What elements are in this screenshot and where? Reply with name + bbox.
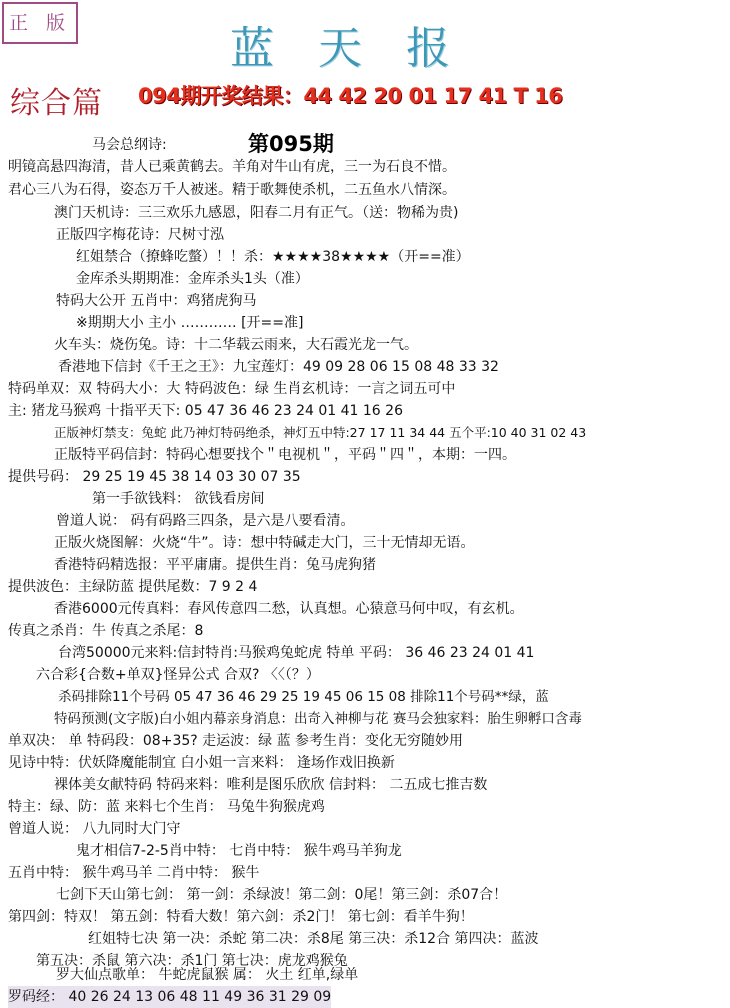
issue-number: 第095期 (248, 132, 334, 156)
text-line: 传真之杀肖：牛 传真之杀尾：8 (8, 623, 204, 639)
text-line: 第五决：杀鼠 第六决：杀1门 第七决：虎龙鸡猴兔 (36, 953, 348, 969)
text-line: 提供号码： 29 25 19 45 38 14 03 30 07 35 (8, 469, 301, 485)
text-line: 六合彩{合数+单双}怪异公式 合双? 〈〈（？） (36, 667, 320, 683)
text-line: ※期期大小 主小 ………… [开==准] (76, 315, 304, 331)
text-line: 曾道人说： 八九同时大门守 (8, 821, 181, 837)
text-line: 特码单双：双 特码大小：大 特码波色：绿 生肖玄机诗：一言之词五可中 (8, 381, 456, 397)
text-line: 七剑下天山第七剑： 第一剑：杀绿波！第二剑：0尾！第三剑：杀07合！ (56, 887, 508, 903)
text-line: 红姐特七决 第一决：杀蛇 第二决：杀8尾 第三决：杀12合 第四决：蓝波 (88, 931, 539, 947)
text-line: 正版四字梅花诗：尺树寸泓 (56, 227, 224, 243)
text-line: 罗大仙点歌单： 牛蛇虎鼠猴 属： 火土 红单,绿单 (56, 967, 359, 983)
text-line: 香港6000元传真料：春风传意四二愁，认真想。心猿意马何中叹，有玄机。 (54, 601, 524, 617)
text-line: 特码预测(文字版)白小姐内幕亲身消息：出奇入神柳与花 赛马会独家料：胎生卵孵口含毒 (54, 711, 582, 727)
text-line: 五肖中特： 猴牛鸡马羊 二肖中特： 猴牛 (8, 865, 260, 881)
text-line: 正版特平码信封：特码心想要找个＂电视机＂，平码＂四＂，本期：一四。 (54, 447, 516, 463)
text-line: 台湾50000元来料:信封特肖:马猴鸡兔蛇虎 特单 平码： 36 46 23 24 01 41 (58, 645, 535, 661)
text-line: 见诗中特：伏妖降魔能制宜 白小姐一言来料： 逢场作戏旧换新 (8, 755, 395, 771)
text-line: 澳门天机诗：三三欢乐九感恩，阳春二月有正气。（送：物稀为贵) (54, 205, 459, 221)
text-line: 提供波色：主绿防蓝 提供尾数：7 9 2 4 (8, 579, 258, 595)
text-line: 金库杀头期期准：金库杀头1头（准） (76, 271, 309, 287)
text-line: 马会总纲诗: (92, 137, 167, 153)
text-line: 裸体美女献特码 特码来料：唯利是图乐欣欣 信封料： 二五成七推吉数 (54, 777, 488, 793)
text-line: 特码大公开 五肖中：鸡猪虎狗马 (56, 293, 257, 309)
text-line: 第一手欲钱料： 欲钱看房间 (92, 491, 265, 507)
text-line: 第四剑：特双！ 第五剑：特看大数！第六剑：杀2门！ 第七剑：看羊牛狗！ (8, 909, 474, 925)
text-line: 正版火烧图解：火烧“牛”。诗：想中特碱走大门，三十无情却无语。 (54, 535, 475, 551)
text-line: 君心三八为石得，姿态万千人被迷。精于歌舞使杀机，二五鱼水八情深。 (8, 182, 456, 198)
text-line: 罗码经： 40 26 24 13 06 48 11 49 36 31 29 09 (8, 986, 331, 1008)
text-line: 香港特码精选报：平平庸庸。提供生肖：兔马虎狗猪 (54, 557, 376, 573)
genuine-edition-stamp: 正 版 (2, 2, 78, 44)
section-label: 综合篇 (10, 86, 103, 121)
previous-draw-result: 094期开奖结果：44 42 20 01 17 41 T 16 (138, 84, 563, 108)
text-line: 特主：绿、防：蓝 来料七个生肖： 马兔牛狗猴虎鸡 (8, 799, 325, 815)
text-line: 单双决： 单 特码段：08+35? 走运波：绿 蓝 参考生肖：变化无穷随妙用 (8, 733, 464, 749)
text-line: 杀码排除11个号码 05 47 36 46 29 25 19 45 06 15 08 排除11个号码**绿，蓝 (58, 689, 549, 705)
text-line: 红姐禁合（撩蜂吃螫）！！杀：★★★★38★★★★（开==准） (76, 249, 470, 265)
text-line: 香港地下信封《千王之王》：九宝莲灯：49 09 28 06 15 08 48 33 32 (58, 359, 499, 375)
text-line: 火车头：烧伤兔。诗：十二华载云雨来，大石霞光龙一气。 (54, 337, 418, 353)
text-line: 正版神灯禁支：兔蛇 此乃神灯特码绝杀，神灯五中特:27 17 11 34 44 五个平:10 40 31 02 43 (54, 425, 587, 440)
newspaper-masthead: 蓝天报 (230, 23, 494, 74)
text-line: 鬼才相信7-2-5肖中特： 七肖中特： 猴牛鸡马羊狗龙 (76, 843, 402, 859)
text-line: 曾道人说： 码有码路三四条，是六是八要看清。 (56, 513, 355, 529)
text-line: 主: 猪龙马猴鸡 十指平天下: 05 47 36 46 23 24 01 41 16 26 (8, 403, 403, 419)
text-line: 明镜高悬四海清，昔人已乘黄鹤去。羊角对牛山有虎，三一为石良不惜。 (8, 159, 456, 175)
